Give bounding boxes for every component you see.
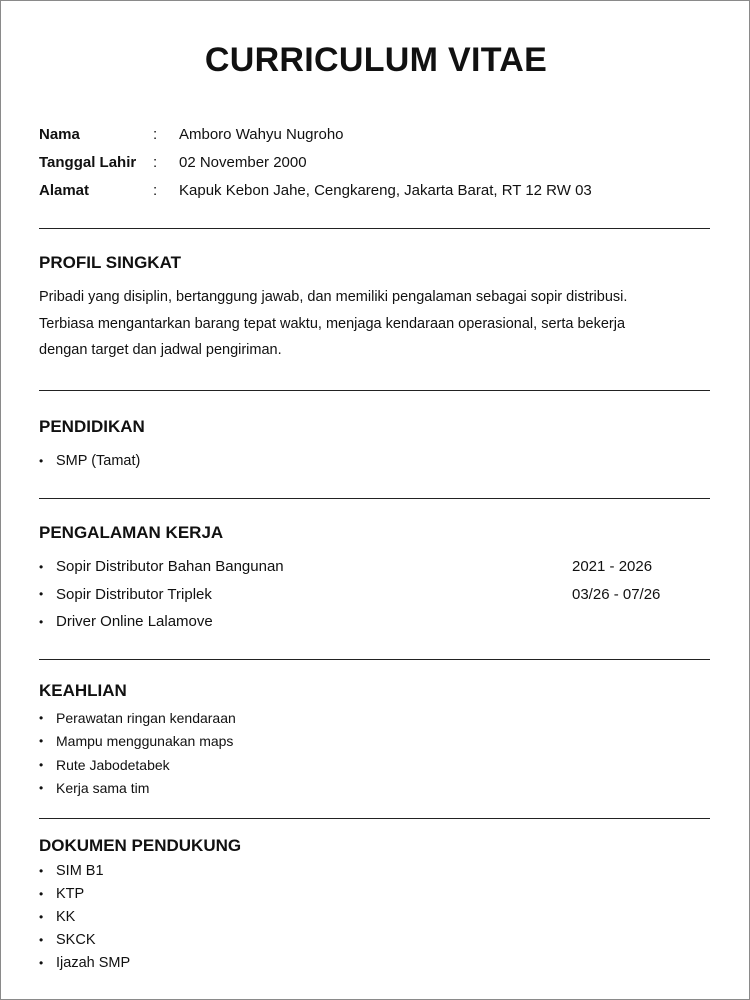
info-colon: :: [153, 125, 158, 143]
documents-list: [39, 860, 130, 974]
list-item: [39, 883, 130, 906]
bullet-icon: •: [39, 559, 44, 574]
skill-item: Kerja sama tim: [56, 780, 150, 797]
section-divider: [39, 498, 710, 499]
document-item: Ijazah SMP: [56, 954, 131, 971]
list-item: [39, 608, 284, 636]
experience-period: 03/26 - 07/26: [572, 585, 661, 603]
experience-role: Driver Online Lalamove: [56, 613, 213, 631]
bullet-icon: •: [39, 864, 44, 879]
list-item: [39, 581, 661, 609]
list-item: [39, 553, 653, 581]
experience-heading: PENGALAMAN KERJA: [39, 523, 224, 542]
list-item: [39, 706, 236, 730]
list-item: [39, 753, 236, 777]
section-divider: [39, 818, 710, 819]
list-item: [39, 906, 130, 929]
skills-heading: KEAHLIAN: [39, 681, 127, 700]
section-divider: [39, 228, 710, 229]
bullet-icon: •: [39, 614, 44, 629]
bullet-icon: •: [39, 587, 44, 602]
education-heading: PENDIDIKAN: [39, 417, 145, 436]
document-item: KTP: [56, 886, 85, 903]
info-label: Nama: [39, 125, 80, 143]
list-item: [39, 777, 236, 801]
list-item: [39, 928, 130, 951]
bullet-icon: •: [39, 734, 44, 749]
bullet-icon: •: [39, 781, 44, 796]
document-title: CURRICULUM VITAE: [204, 41, 548, 79]
experience-period: 2021 - 2026: [572, 558, 653, 576]
profile-line: Terbiasa mengantarkan barang tepat waktu, menjaga kendaraan operasional, serta bekerja: [39, 315, 626, 332]
info-value: 02 November 2000: [179, 153, 307, 171]
document-item: SKCK: [56, 931, 96, 948]
document-item: SIM B1: [56, 863, 104, 880]
info-label: Tanggal Lahir: [39, 153, 137, 171]
document-item: KK: [56, 908, 76, 925]
info-row-birthdate: [39, 148, 592, 176]
bullet-icon: •: [39, 710, 44, 725]
experience-list: [39, 553, 661, 636]
bullet-icon: •: [39, 454, 44, 468]
info-row-address: [39, 176, 592, 204]
skill-item: Mampu menggunakan maps: [56, 733, 234, 750]
skills-list: [39, 706, 236, 800]
list-item: [39, 951, 130, 974]
info-value: Amboro Wahyu Nugroho: [179, 125, 344, 143]
skill-item: Rute Jabodetabek: [56, 756, 170, 773]
personal-info: [39, 120, 592, 204]
bullet-icon: •: [39, 955, 44, 970]
skill-item: Perawatan ringan kendaraan: [56, 709, 236, 726]
info-value: Kapuk Kebon Jahe, Cengkareng, Jakarta Barat, RT 12 RW 03: [179, 181, 592, 199]
info-label: Alamat: [39, 181, 90, 199]
education-list: [39, 449, 140, 473]
documents-heading: DOKUMEN PENDUKUNG: [39, 836, 242, 855]
info-colon: :: [153, 153, 158, 171]
profile-heading: PROFIL SINGKAT: [39, 253, 181, 272]
bullet-icon: •: [39, 909, 44, 924]
profile-paragraph: [39, 284, 719, 364]
list-item: [39, 860, 130, 883]
experience-role: Sopir Distributor Bahan Bangunan: [56, 558, 284, 576]
education-item: SMP (Tamat): [56, 453, 141, 469]
info-row-name: [39, 120, 592, 148]
bullet-icon: •: [39, 757, 44, 772]
profile-line: dengan target dan jadwal pengiriman.: [39, 342, 282, 358]
list-item: [39, 730, 236, 754]
list-item: [39, 449, 140, 473]
experience-role: Sopir Distributor Triplek: [56, 585, 212, 603]
bullet-icon: •: [39, 887, 44, 902]
section-divider: [39, 390, 710, 391]
info-colon: :: [153, 181, 158, 199]
bullet-icon: •: [39, 932, 44, 947]
section-divider: [39, 659, 710, 660]
profile-line: Pribadi yang disiplin, bertanggung jawab, dan memiliki pengalaman sebagai sopir distribusi.: [39, 289, 628, 305]
